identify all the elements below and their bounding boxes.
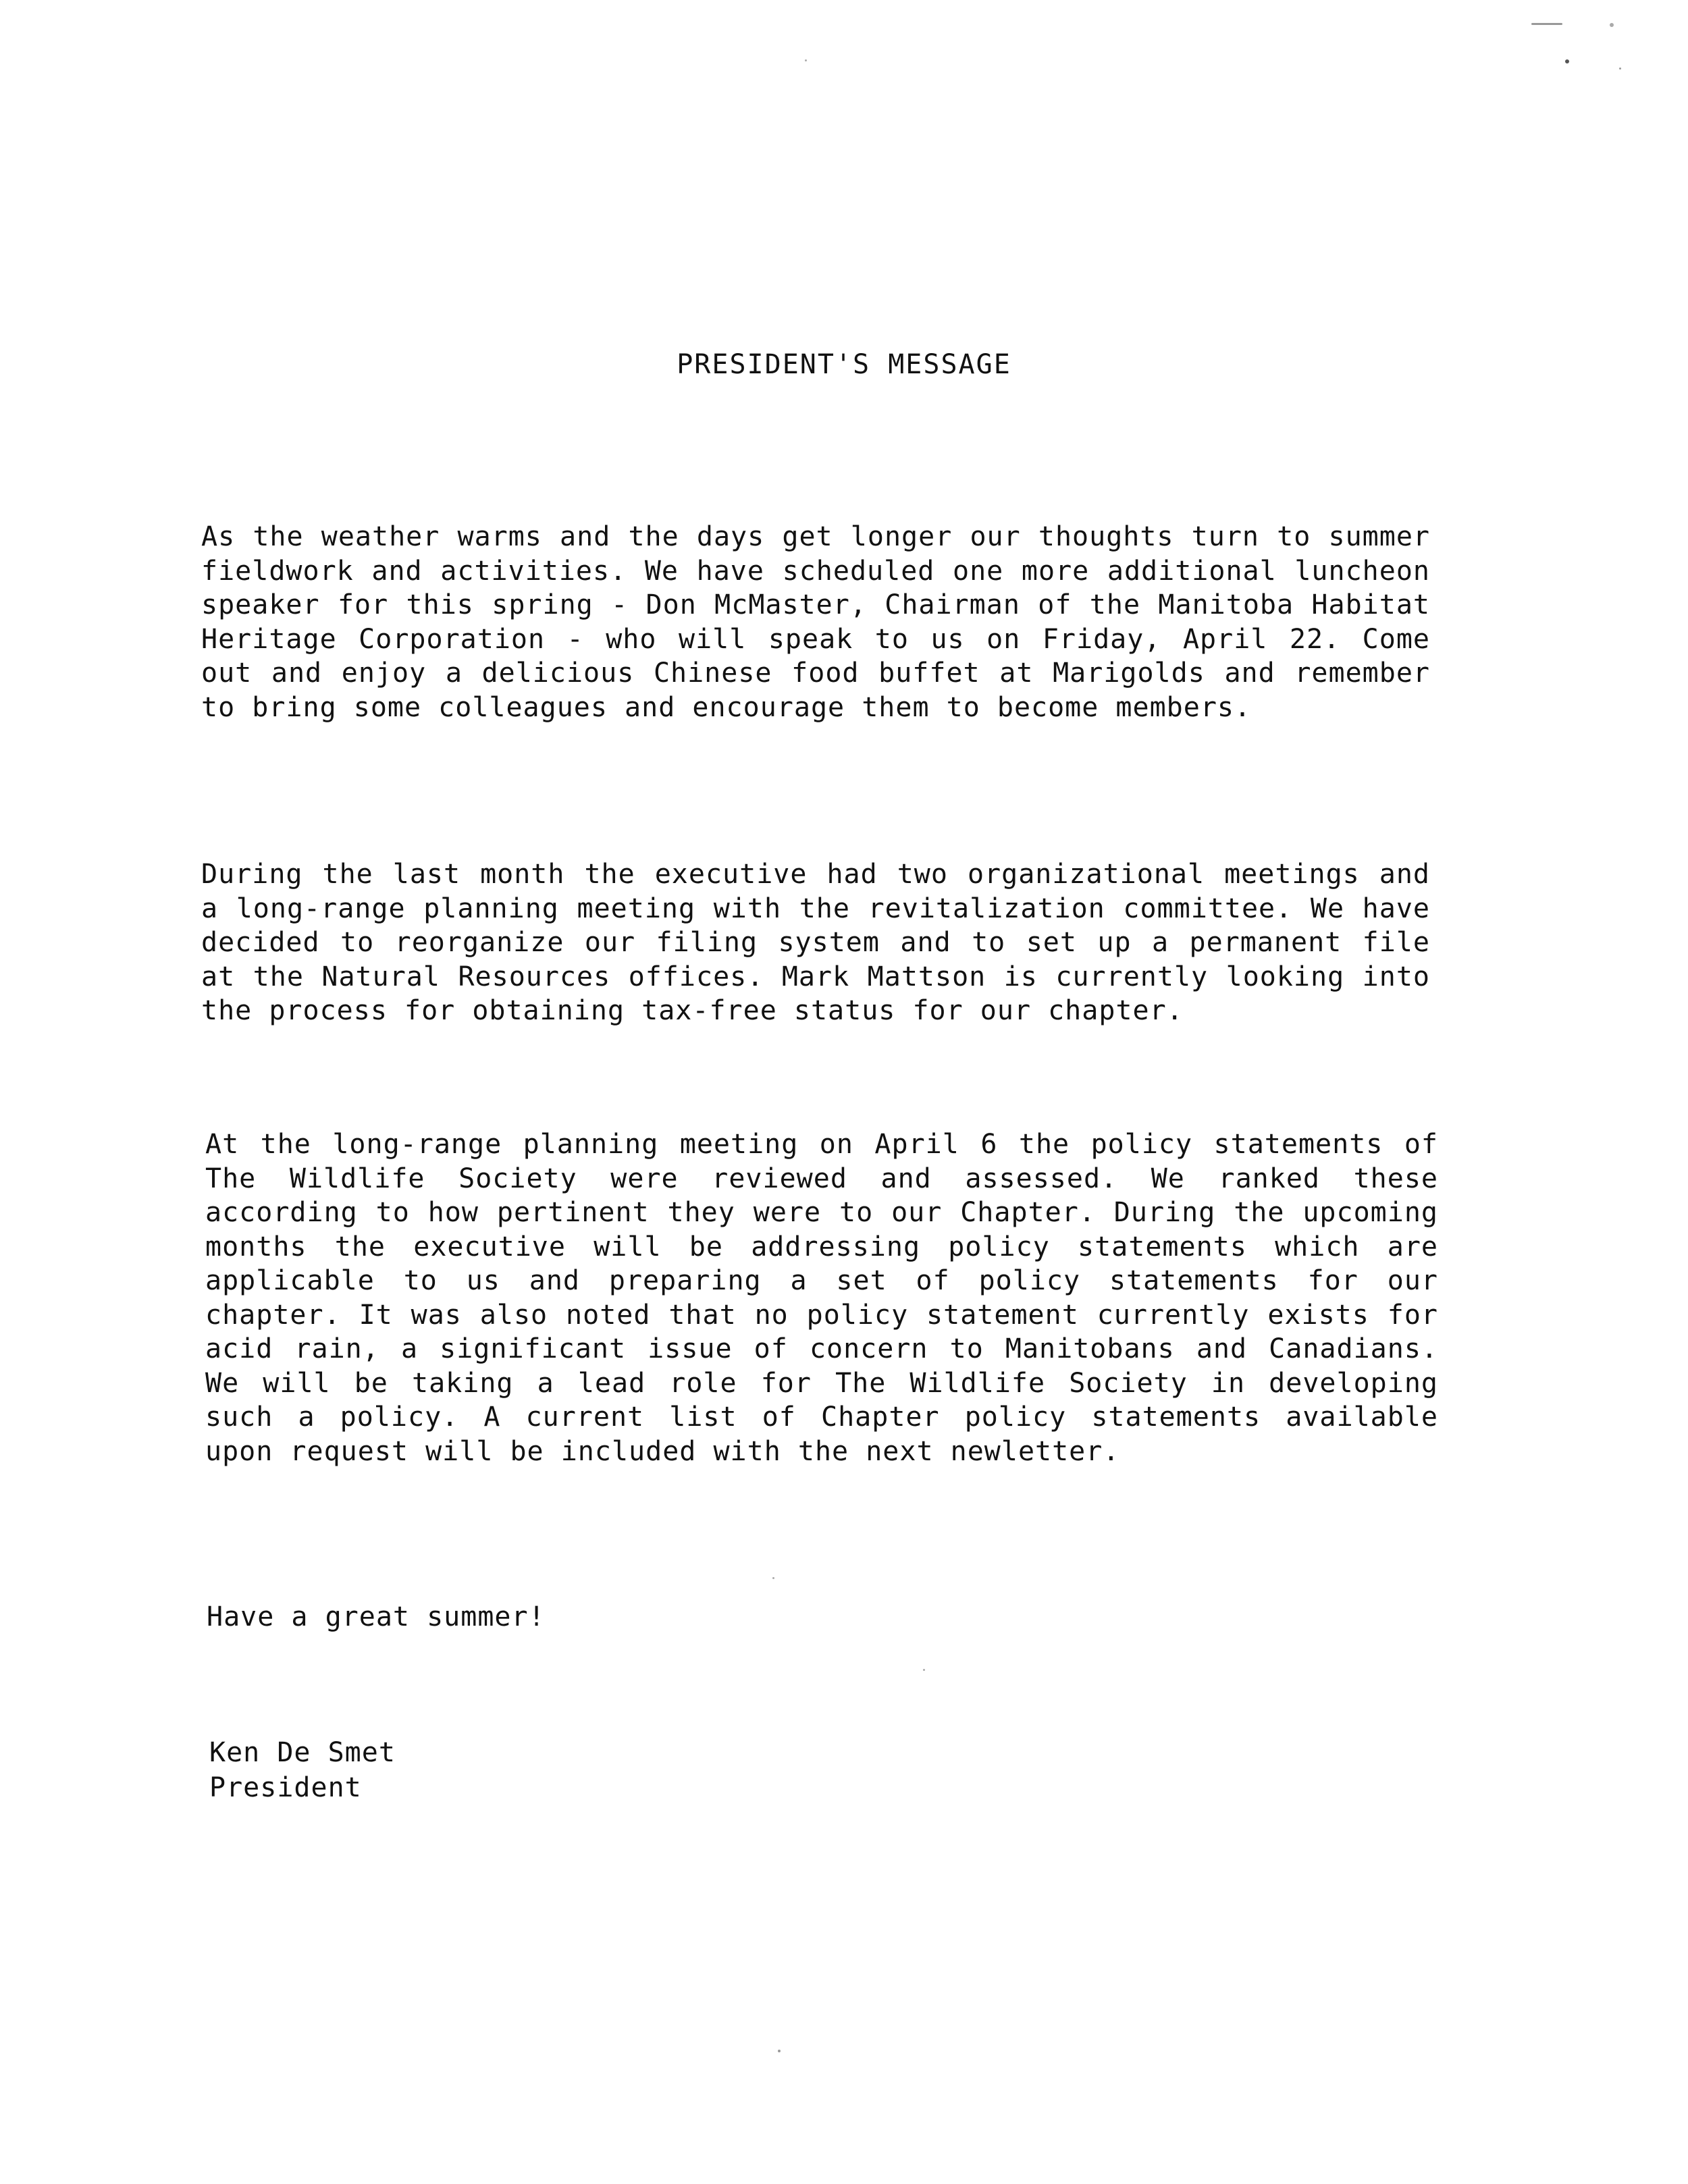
scan-speck <box>1610 23 1614 27</box>
paragraph-executive-meetings: During the last month the executive had two organizational meetings and a long-range planning meeting with the revitalization committee. We have decided to reorganize our filing system and to set up a permanent file at the Natural Resources offices. Mark Mattson is currently looking into the process for obtaining tax-free status for our chapter. <box>201 859 1430 1026</box>
signature-name: Ken De Smet <box>209 1737 396 1768</box>
paragraph-luncheon: As the weather warms and the days get longer our thoughts turn to summer fieldwork and activities. We have scheduled one more additional luncheon speaker for this spring - Don McMaster, Chairman of the Manitoba Habitat Heritage Corporation - who will speak to us on Friday, April 22. Come out and enjoy a delicious Chinese food buffet at Marigolds and remember to bring some colleagues and encourage them to become members. <box>201 521 1430 723</box>
signature-role: President <box>209 1772 362 1803</box>
scan-speck <box>1619 68 1621 70</box>
scan-speck <box>805 59 807 61</box>
signature-block <box>209 1735 396 1805</box>
scan-speck <box>1565 59 1569 63</box>
paragraph-policy-statements: At the long-range planning meeting on April 6 the policy statements of The Wildlife Society were reviewed and assessed. We ranked these according to how pertinent they were to our Chapter. During the upcoming months the executive will be addressing policy statements which are applicable to us and preparing a set of policy statements for our chapter. It was also noted that no policy statement currently exists for acid rain, a significant issue of concern to Manitobans and Canadians. We will be taking a lead role for The Wildlife Society in developing such a policy. A current list of Chapter policy statements available upon request will be included with the next newletter. <box>205 1129 1438 1467</box>
page-title: PRESIDENT'S MESSAGE <box>677 349 1011 380</box>
scan-speck <box>772 1577 774 1579</box>
scan-speck <box>1531 23 1562 25</box>
scan-speck <box>923 1669 925 1671</box>
scan-speck <box>778 2050 781 2052</box>
closing-line: Have a great summer! <box>207 1601 546 1632</box>
